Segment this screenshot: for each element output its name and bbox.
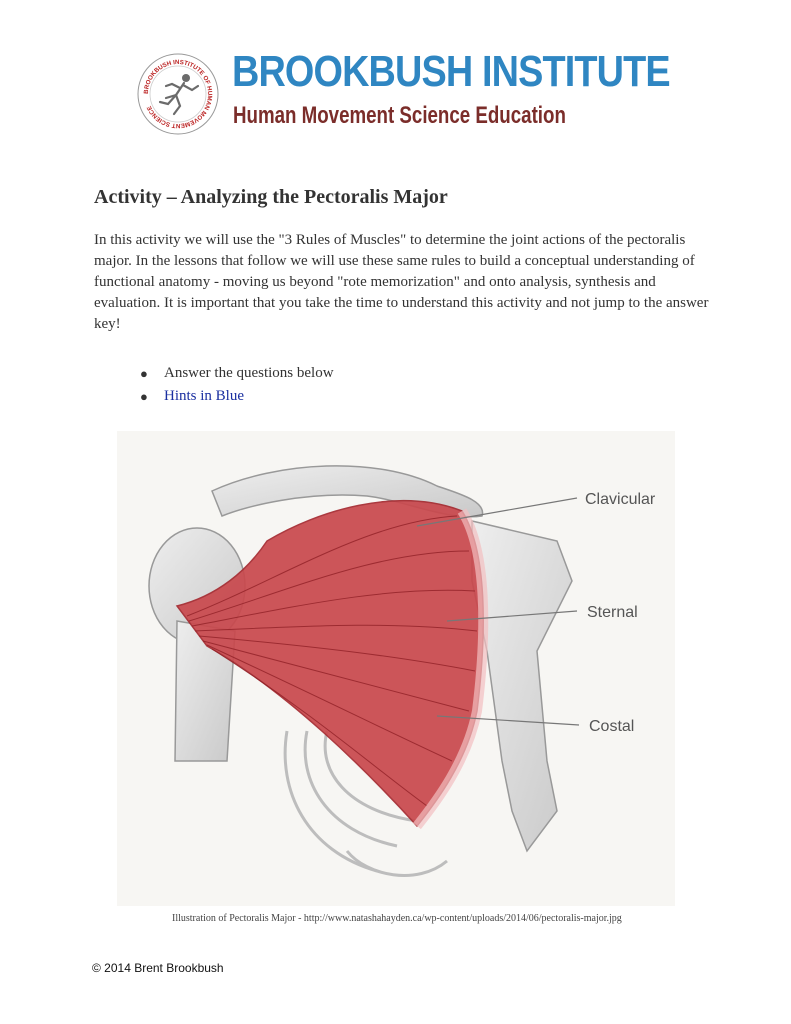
institute-seal-logo [136, 52, 220, 136]
bullet-item-answer [140, 362, 334, 385]
seal-text: BROOKBUSH INSTITUTE OF HUMAN MOVEMENT SCIENCE [142, 58, 214, 130]
pectoralis-drawing [117, 431, 675, 906]
copyright-footer: © 2014 Brent Brookbush [92, 961, 224, 975]
header-logo [136, 47, 670, 132]
label-costal: Costal [589, 718, 635, 735]
bullet-icon: ● [140, 389, 148, 404]
bullet-item-hints [140, 385, 334, 408]
bullet-text-hints: Hints in Blue [164, 388, 245, 404]
sternum-drawing [472, 521, 572, 851]
bullet-text: Answer the questions below [164, 365, 334, 381]
label-clavicular: Clavicular [585, 491, 656, 508]
bullet-icon: ● [140, 366, 148, 381]
intro-paragraph: In this activity we will use the "3 Rules of Muscles" to determine the joint actions of the pectoralis major. In the lessons that follow we will use these same rules to build a conceptual understanding of functional anatomy - moving us beyond "rote memorization" and onto analysis, synthesis and evaluation. It is important that you take the time to understand this activity and not jump to the answer key! [94, 232, 709, 332]
figure-caption: Illustration of Pectoralis Major - http://www.natashahayden.ca/wp-content/uploads/2014/06/pectoralis-major.jpg [172, 913, 622, 924]
brand-title: BROOKBUSH INSTITUTE [232, 47, 670, 96]
page-title: Activity – Analyzing the Pectoralis Major [94, 186, 448, 208]
label-sternal: Sternal [587, 604, 638, 621]
brand-subtitle: Human Movement Science Education [233, 102, 566, 129]
bullet-list [140, 362, 334, 408]
pectoralis-illustration [117, 431, 675, 906]
